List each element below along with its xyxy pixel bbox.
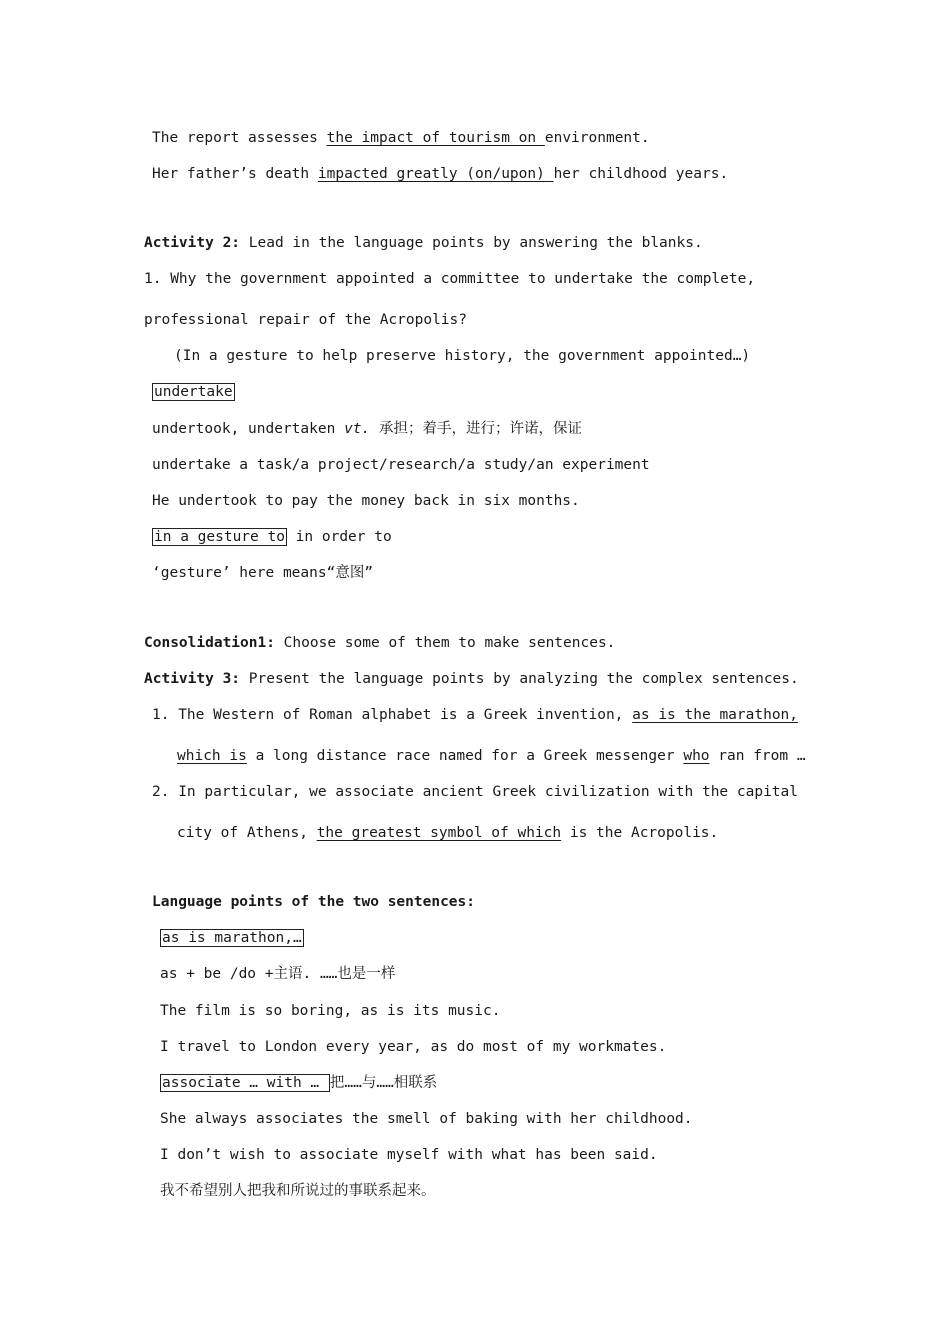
text: 1. The Western of Roman alphabet is a Greek invention, [152,707,633,723]
term-box-in-a-gesture-to [152,527,392,547]
consolidation-label: Consolidation1: [144,635,275,651]
term-box-as-is [160,928,304,948]
part-of-speech: vt. [344,421,371,437]
as-example-2: I travel to London every year, as do most of my workmates. [160,1039,667,1055]
activity-instruction: Present the language points by analyzing the complex sentences. [240,671,799,687]
question-1-line-2: professional repair of the Acropolis? [144,312,468,328]
text: Her father’s death [152,166,318,182]
sentence-1-line-1 [152,705,798,725]
tourism-example-2 [152,164,728,184]
as-example-1: The film is so boring, as is its music. [160,1003,501,1019]
term-box-undertake [152,382,235,402]
text: is the Acropolis. [561,825,719,841]
underlined-phrase: which is [177,748,247,764]
activity-label: Activity 2: [144,235,241,251]
underlined-phrase: who [683,748,710,764]
language-points-heading [152,892,475,912]
boxed-term: undertake [154,384,233,400]
consolidation-heading [144,633,615,653]
text: The report assesses [152,130,327,146]
undertake-definition [152,419,582,439]
text: city of Athens, [177,825,317,841]
associate-example-1: She always associates the smell of baking with her childhood. [160,1111,693,1127]
sentence-2-line-2 [177,823,718,843]
undertake-example: He undertook to pay the money back in six months. [152,493,580,509]
text: her childhood years. [553,166,729,182]
gesture-note: ‘gesture’ here means“意图” [152,565,374,581]
activity-2-heading [144,233,703,253]
associate-example-2: I don’t wish to associate myself with what has been said. [160,1147,658,1163]
meaning: 把……与……相联系 [329,1075,438,1091]
heading-text: Language points of the two sentences: [152,894,476,910]
underlined-phrase: as is the marathon, [632,707,799,723]
underlined-phrase: the greatest symbol of which [316,825,562,841]
tourism-example-1 [152,128,650,148]
underlined-phrase: impacted greatly (on/upon) [317,166,554,182]
sentence-2-line-1: 2. In particular, we associate ancient Greek civilization with the capital [152,784,799,800]
verb-forms: undertook, undertaken [152,421,345,437]
text: a long distance race named for a Greek messenger [246,748,684,764]
associate-example-2-translation: 我不希望别人把我和所说过的事联系起来。 [160,1183,436,1199]
activity-instruction: Lead in the language points by answering the blanks. [240,235,703,251]
text: in order to [286,529,392,545]
undertake-collocation: undertake a task/a project/research/a study/an experiment [152,457,650,473]
as-rule: as + be /do +主语. ……也是一样 [160,966,396,982]
question-1-line-1: 1. Why the government appointed a committee to undertake the complete, [144,271,756,287]
meaning: 承担；着手，进行；许诺，保证 [370,421,582,437]
term-box-associate-with [160,1073,437,1093]
boxed-term: as is marathon,… [162,930,302,946]
underlined-phrase: the impact of tourism on [326,130,545,146]
sentence-1-line-2 [177,746,806,766]
text: environment. [544,130,650,146]
activity-label: Activity 3: [144,671,241,687]
text: ran from … [709,748,806,764]
activity-3-heading [144,669,799,689]
boxed-term: in a gesture to [154,529,285,545]
boxed-term: associate … with … [162,1075,328,1091]
consolidation-instruction: Choose some of them to make sentences. [274,635,616,651]
question-hint: (In a gesture to help preserve history, the government appointed…) [174,348,751,364]
